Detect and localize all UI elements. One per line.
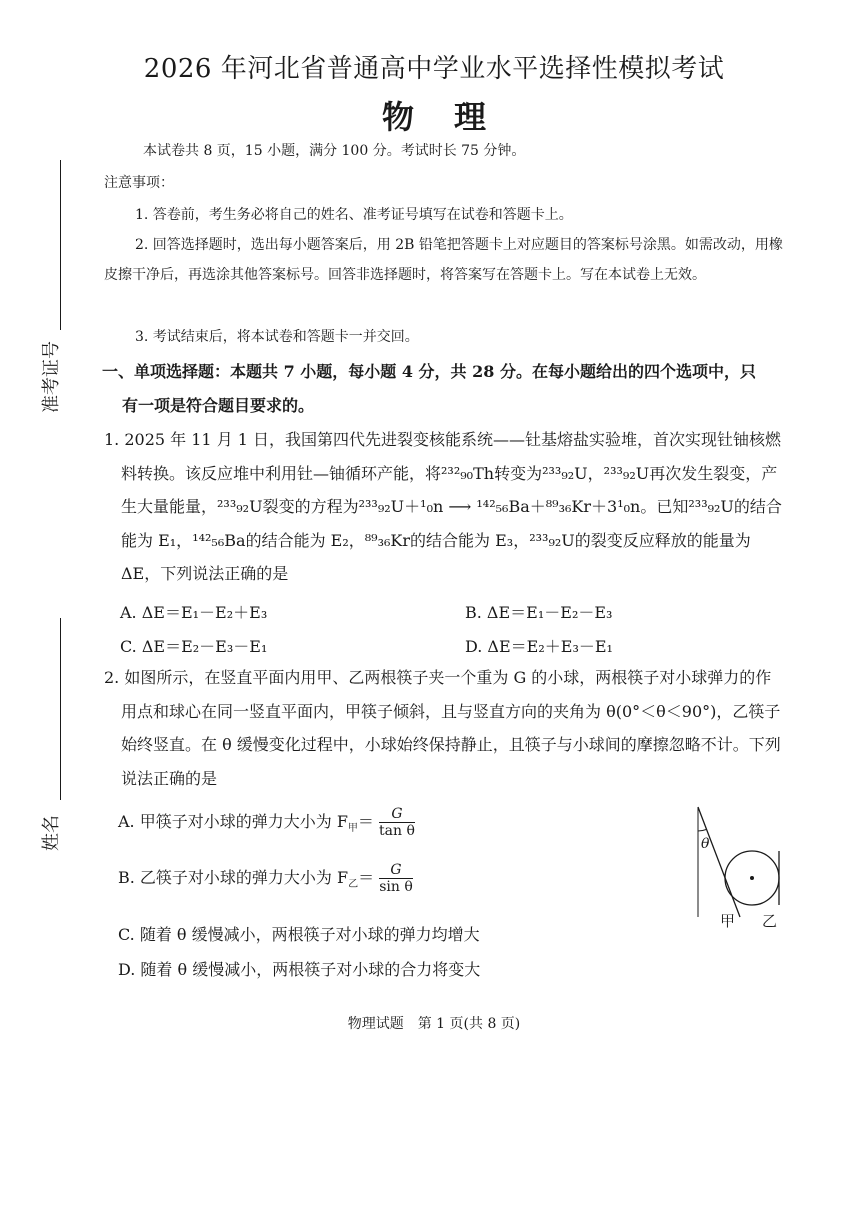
fraction: $\frac{G}{\text{tan θ}}$ — [379, 806, 415, 839]
option-1d[interactable]: D. ΔE＝E₂＋E₃－E₁ — [465, 637, 613, 656]
exam-intro: 本试卷共 8 页，15 小题，满分 100 分。考试时长 75 分钟。 — [143, 143, 526, 159]
question-2 — [104, 661, 784, 795]
notice-item: 2. 回答选择题时，选出每小题答案后，用 2B 铅笔把答题卡上对应题目的答案标号涂黑。如需改动，用橡皮擦干净后，再选涂其他答案标号。回答非选择题时，将答案写在答题卡上。写在本试卷上无效。 — [104, 237, 783, 283]
ball-center — [750, 876, 754, 880]
figure-label-theta: θ — [701, 836, 710, 852]
option-1b[interactable]: B. ΔE＝E₁－E₂－E₃ — [465, 603, 613, 622]
question-1-stem: 1. 2025 年 11 月 1 日，我国第四代先进裂变核能系统——钍基熔盐实验堆，首次实现钍铀核燃料转换。该反应堆中利用钍—铀循环产能，将²³²₉₀Th转变为²³³₉₂U，²³³₉₂U再次发生裂变，产生大量能量，²³³₉₂U裂变的方程为²³³₉₂U＋¹₀n ⟶ ¹⁴²₅₆Ba＋⁸⁹₃₆Kr＋3¹₀n。已知²³³₉₂U的结合能为 E₁，¹⁴²₅₆Ba的结合能为 E₂，⁸⁹₃₆Kr的结合能为 E₃，²³³₉₂U的裂变反应释放的能量为 ΔE，下列说法正确的是 — [104, 430, 782, 583]
figure-label-yi: 乙 — [762, 912, 778, 930]
chopstick-jia — [698, 807, 740, 917]
section-line-2: 有一项是符合题目要求的。 — [122, 396, 315, 415]
subject-title: 物理 — [381, 98, 526, 136]
section-heading — [102, 355, 782, 423]
option-2c[interactable]: C. 随着 θ 缓慢减小，两根筷子对小球的弹力均增大 — [118, 925, 480, 944]
notice-item: 3. 考试结束后，将本试卷和答题卡一并交回。 — [135, 329, 419, 345]
notice-heading: 注意事项： — [104, 175, 174, 191]
exam-number-label: 准考证号 — [41, 341, 62, 413]
question-2-stem: 2. 如图所示，在竖直平面内用甲、乙两根筷子夹一个重为 G 的小球，两根筷子对小球弹力的作用点和球心在同一竖直平面内，甲筷子倾斜，且与竖直方向的夹角为 θ(0°＜θ＜90°)，乙筷子始终竖直。在 θ 缓慢变化过程中，小球始终保持静止，且筷子与小球间的摩擦忽略不计。下列说法正确的是 — [104, 668, 781, 788]
option-1a[interactable]: A. ΔE＝E₁－E₂＋E₃ — [120, 603, 268, 622]
exam-number-line — [60, 160, 61, 330]
notice-item: 1. 答卷前，考生务必将自己的姓名、准考证号填写在试卷和答题卡上。 — [135, 207, 573, 223]
fraction: $\frac{G}{\text{sin θ}}$ — [379, 862, 413, 895]
option-2b[interactable]: B. 乙筷子对小球的弹力大小为 $F_乙=$ $\frac{G}{\text{sin θ}}$ — [118, 862, 413, 895]
option-1c[interactable]: C. ΔE＝E₂－E₃－E₁ — [120, 637, 268, 656]
question-1 — [104, 423, 784, 591]
exam-title: 2026 年河北省普通高中学业水平选择性模拟考试 — [143, 54, 725, 84]
name-line — [60, 618, 61, 800]
fission-equation: ²³³₉₂U＋¹₀n ⟶ ¹⁴²₅₆Ba＋⁸⁹₃₆Kr＋3¹₀n — [358, 497, 641, 516]
option-2d[interactable]: D. 随着 θ 缓慢减小，两根筷子对小球的合力将变大 — [118, 960, 481, 979]
theta-arc — [698, 829, 707, 831]
figure-label-jia: 甲 — [720, 912, 736, 930]
page-footer: 物理试题 第 1 页(共 8 页) — [347, 1016, 521, 1032]
name-label: 姓名 — [41, 815, 62, 851]
option-2a[interactable]: A. 甲筷子对小球的弹力大小为 $F_甲=$ $\frac{G}{\text{tan θ}}$ — [118, 806, 415, 839]
section-line-1: 一、单项选择题：本题共 7 小题，每小题 4 分，共 28 分。在每小题给出的四个选项中，只 — [102, 362, 756, 381]
